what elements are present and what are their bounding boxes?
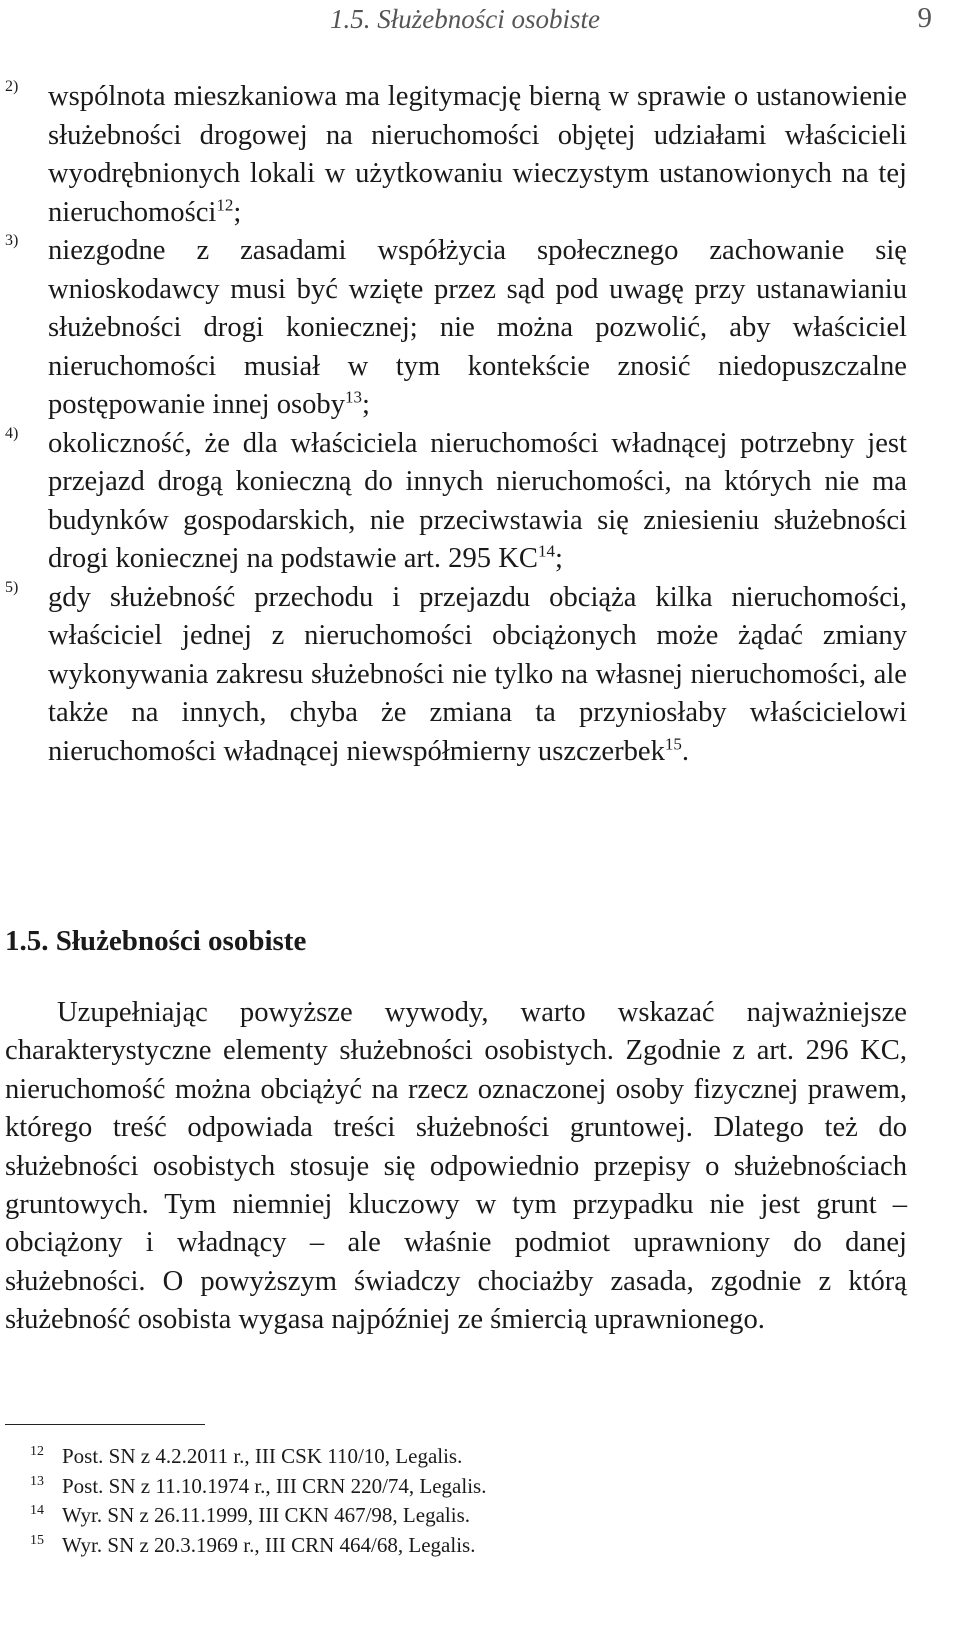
- list-item-text: [48, 78, 907, 232]
- list-item: [5, 425, 907, 579]
- footnote: [30, 1501, 486, 1531]
- body-paragraph: Uzupełniając powyższe wywody, warto wskazać najważniejsze charakterystyczne elementy służebności osobistych. Zgodnie z art. 296 KC, nieruchomość można obciążyć na rzecz oznaczonej osoby fizycznej prawem, którego treść odpowiada treści służebności gruntowej. Dlatego też do służebności osobistych stosuje się odpowiednio przepisy o służebnościach gruntowych. Tym niemniej kluczowy w tym przypadku nie jest grunt – obciążony i władnący – ale właśnie podmiot uprawniony do danej służebności. O powyższym świadczy chociażby zasada, zgodnie z którą służebność osobista wygasa najpóźniej ze śmiercią uprawnionego.: [5, 997, 907, 1336]
- footnote-text: Post. SN z 11.10.1974 r., III CRN 220/74, Legalis.: [62, 1473, 487, 1498]
- page-number: 9: [917, 2, 932, 34]
- list-item: [5, 232, 907, 425]
- footnote: [30, 1531, 486, 1561]
- section-title: 1.5. Służebności osobiste: [5, 925, 307, 957]
- list-item-number: 5): [5, 578, 19, 596]
- list-item-body: wspólnota mieszkaniowa ma legitymację bierną w sprawie o ustanowienie służebności drogowej na nieruchomości objętej udziałami właścicieli wyodrębnionych lokali w użytkowaniu wieczystym ustanowionych na tej nieruchomości: [48, 81, 907, 228]
- list-item-punct: ;: [233, 196, 242, 228]
- case-law-list: [5, 78, 907, 771]
- footnote-divider: [5, 1424, 205, 1425]
- footnote-text: Post. SN z 4.2.2011 r., III CSK 110/10, Legalis.: [62, 1444, 463, 1468]
- footnote-number: 13: [30, 1473, 44, 1489]
- footnote: [30, 1442, 486, 1472]
- list-item: [5, 579, 907, 772]
- list-item-body: gdy służebność przechodu i przejazdu obciąża kilka nieruchomości, właściciel jednej z nieruchomości obciążonych może żądać zmiany wykonywania zakresu służebności nie tylko na własnej nieruchomości, ale także na innych, chyba że zmiana ta przyniosłaby właścicielowi nieruchomości władnącej niewspółmierny uszczerbek: [48, 581, 907, 767]
- footnote-text: Wyr. SN z 26.11.1999, III CKN 467/98, Legalis.: [62, 1503, 470, 1527]
- list-item-number: 2): [5, 78, 19, 95]
- list-item-text: [48, 579, 907, 772]
- list-item-punct: ;: [362, 389, 370, 420]
- list-item-punct: .: [681, 735, 690, 767]
- footnote-number: 15: [30, 1532, 44, 1548]
- list-item-text: [48, 232, 907, 425]
- footnote-text: Wyr. SN z 20.3.1969 r., III CRN 464/68, Legalis.: [62, 1532, 476, 1557]
- running-header: [0, 0, 960, 40]
- list-item: [5, 78, 907, 232]
- list-item-body: okoliczność, że dla właściciela nieruchomości władnącej potrzebny jest przejazd drogą konieczną do innych nieruchomości, na których nie ma budynków gospodarskich, nie przeciwstawia się zniesieniu służebności drogi koniecznej na podstawie art. 295 KC: [48, 427, 907, 574]
- running-header-section: 1.5. Służebności osobiste: [330, 4, 600, 34]
- footnote: [30, 1472, 486, 1502]
- footnote-ref: 12: [216, 194, 234, 214]
- list-item-number: 3): [5, 232, 19, 249]
- footnote-ref: 15: [664, 733, 682, 753]
- list-item-text: [48, 425, 907, 579]
- footnote-ref: 13: [345, 387, 363, 407]
- list-item-punct: ;: [554, 543, 563, 574]
- footnote-ref: 14: [537, 541, 555, 561]
- footnote-number: 12: [30, 1444, 44, 1459]
- footnote-number: 14: [30, 1503, 44, 1518]
- list-item-body: niezgodne z zasadami współżycia społecznego zachowanie się wnioskodawcy musi być wzięte przez sąd pod uwagę przy ustanawianiu służebności drogi koniecznej; nie można pozwolić, aby właściciel nieruchomości musiał w tym kontekście znosić niedopuszczalne postępowanie innej osoby: [48, 235, 907, 420]
- list-item-number: 4): [5, 424, 19, 442]
- footnotes: [30, 1442, 486, 1560]
